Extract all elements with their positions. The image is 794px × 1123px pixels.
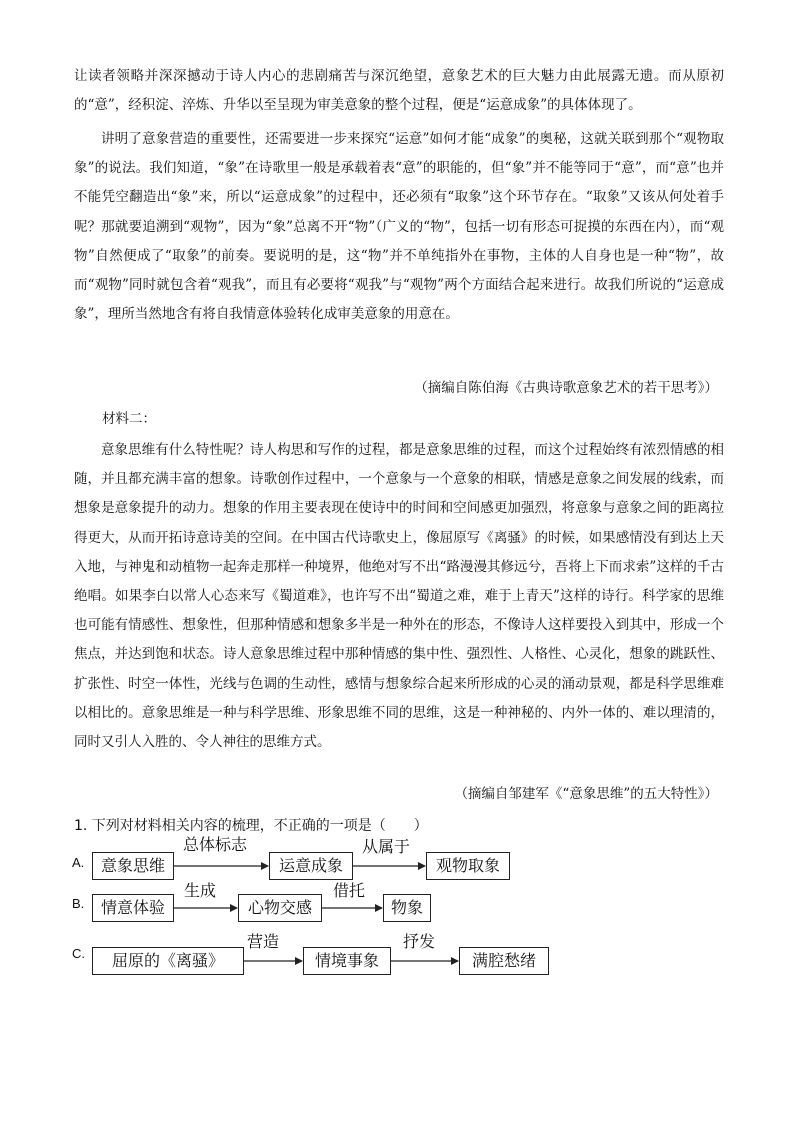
material1-source: （摘编自陈伯海《古典诗歌意象艺术的若干思考》） <box>414 380 718 396</box>
option-c-node-3: 满腔愁绪 <box>459 947 549 975</box>
option-b-letter[interactable]: B. <box>72 896 85 911</box>
option-a-node-1: 意象思维 <box>92 852 174 880</box>
option-a-node-2: 运意成象 <box>269 852 353 880</box>
option-c-node-1: 屈原的《离骚》 <box>92 947 244 975</box>
option-b-node-3: 物象 <box>383 894 431 922</box>
option-a-letter[interactable]: A. <box>72 855 85 870</box>
option-c-letter[interactable]: C. <box>72 946 85 961</box>
option-a-link-1: 总体标志 <box>183 835 248 854</box>
option-c-link-2: 抒发 <box>403 932 436 951</box>
option-c-link-1: 营造 <box>247 932 280 951</box>
option-a-link-2: 从属于 <box>362 837 411 856</box>
option-b-node-2: 心物交感 <box>238 894 322 922</box>
material2-paragraph: 意象思维有什么特性呢？诗人构思和写作的过程，都是意象思维的过程，而这个过程始终有浓烈情感的相随，并且都充满丰富的想象。诗歌创作过程中，一个意象与一个意象的相联，情感是意象之间发展的线索，而想象是意象提升的动力。想象的作用主要表现在使诗中的时间和空间感更加强烈，将意象与意象之间的距离拉得更大，从而开拓诗意诗美的空间。在中国古代诗歌史上，像屈原写《离骚》的时候，如果感情没有到达上天入地，与神鬼和动植物一起奔走那样一种境界，他绝对写不出“路漫漫其修远兮，吾将上下而求索”这样的千古绝唱。如果李白以常人心态来写《蜀道难》，也许写不出“蜀道之难，难于上青天”这样的诗行。科学家的思维也可能有情感性、想象性，但那种情感和想象多半是一种外在的形态，不像诗人这样要投入到其中，形成一个焦点，并达到饱和状态。诗人意象思维过程中那种情感的集中性、强烈性、人格性、心灵化，想象的跳跃性、扩张性、时空一体性，光线与色调的生动性，感情与想象综合起来所形成的心灵的涌动景观，都是科学思维难以相比的。意象思维是一种与科学思维、形象思维不同的思维，这是一种神秘的、内外一体的、难以理清的，同时又引人入胜的、令人神往的思维方式。 <box>74 442 724 751</box>
material2-source: （摘编自邹建军《“意象思维”的五大特性》） <box>454 786 718 802</box>
material1-paragraph-b: 讲明了意象营造的重要性，还需要进一步来探究“运意”如何才能“成象”的奥秘，这就关联到那个“观物取象”的说法。我们知道，“象”在诗歌里一般是承载着表“意”的职能的，但“象”并不能等同于“意”，而“意”也并不能凭空翻造出“象”来，所以“运意成象”的过程中，还必须有“取象”这个环节存在。“取象”又该从何处着手呢？那就要追溯到“观物”，因为“象”总离不开“物”（广义的“物”，包括一切有形态可捉摸的东西在内），而“观物”自然便成了“取象”的前奏。要说明的是，这“物”并不单纯指外在事物，主体的人自身也是一种“物”，故而“观物”同时就包含着“观我”，而且有必要将“观我”与“观物”两个方面结合起来进行。故我们所说的“运意成象”，理所当然地含有将自我情意体验转化成审美意象的用意在。 <box>74 131 724 323</box>
option-b-node-1: 情意体验 <box>92 894 174 922</box>
option-a-node-3: 观物取象 <box>426 852 510 880</box>
material2-label: 材料二： <box>102 411 156 427</box>
material1-paragraph-a: 让读者领略并深深撼动于诗人内心的悲剧痛苦与深沉绝望，意象艺术的巨大魅力由此展露无遗。而从原初的“意”，经积淀、淬炼、升华以至呈现为审美意象的整个过程，便是“运意成象”的具体体现了。 <box>74 68 724 114</box>
option-b-link-1: 生成 <box>184 881 217 900</box>
option-c-node-2: 情境事象 <box>303 947 391 975</box>
question-stem: 1. 下列对材料相关内容的梳理，不正确的一项是（ ） <box>74 818 428 834</box>
option-b-link-2: 借托 <box>333 881 366 900</box>
